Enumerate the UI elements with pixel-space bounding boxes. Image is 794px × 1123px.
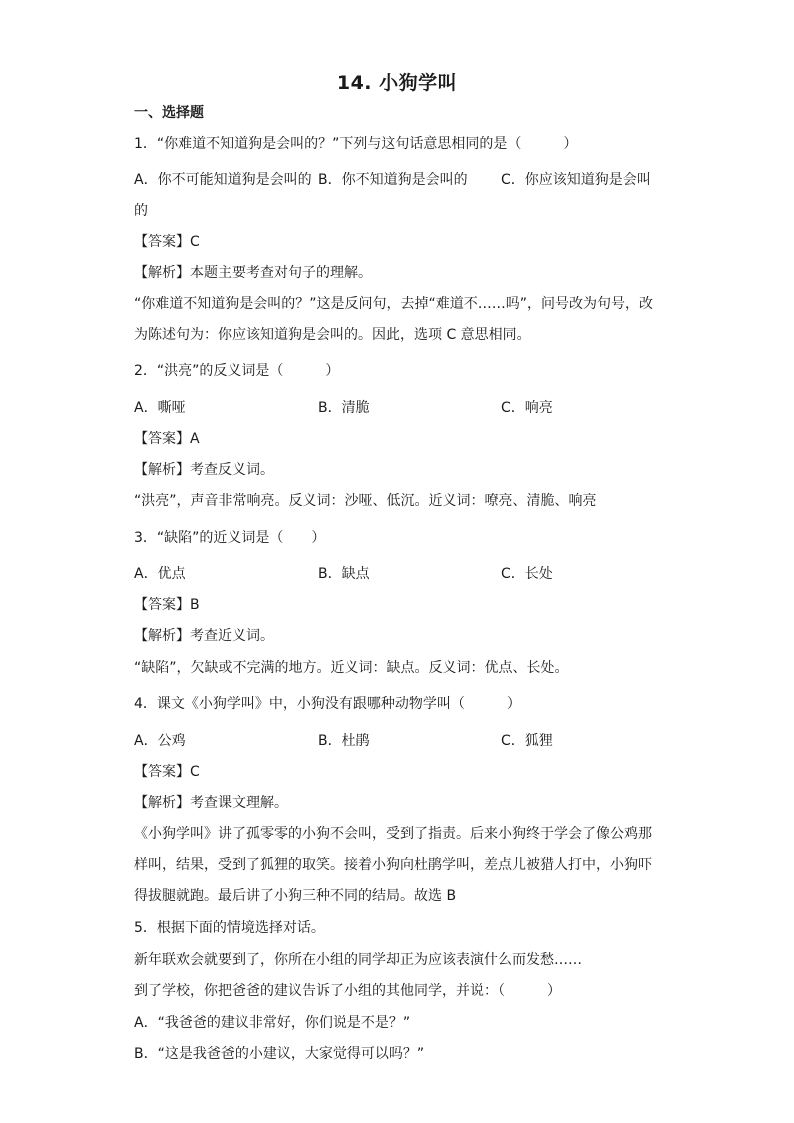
question-1-explanation-line-1: “你难道不知道狗是会叫的？”这是反问句，去掉“难道不……吗”，问号改为句号，改 bbox=[134, 296, 654, 312]
analysis-tag: 【解析】 bbox=[134, 265, 190, 281]
question-4-option-c: C．狐狸 bbox=[501, 733, 553, 749]
answer-value: B bbox=[190, 597, 200, 613]
question-3-option-a: A．优点 bbox=[134, 566, 186, 582]
question-4-analysis bbox=[134, 793, 288, 813]
question-1-stem: 1．“你难道不知道狗是会叫的？”下列与这句话意思相同的是（ ） bbox=[134, 136, 578, 152]
question-5-option-a: A．“我爸爸的建议非常好，你们说是不是？” bbox=[134, 1015, 411, 1031]
question-1-option-b: B．你不知道狗是会叫的 bbox=[318, 172, 468, 188]
question-3-option-b: B．缺点 bbox=[318, 566, 370, 582]
analysis-text: 本题主要考查对句子的理解。 bbox=[190, 265, 372, 281]
question-1-option-a: A．你不可能知道狗是会叫的 bbox=[134, 172, 312, 188]
question-4-answer bbox=[134, 762, 200, 782]
question-2-option-b: B．清脆 bbox=[318, 400, 370, 416]
question-1-option-wrap: 的 bbox=[134, 203, 148, 219]
answer-tag: 【答案】 bbox=[134, 764, 190, 780]
question-4-stem: 4．课文《小狗学叫》中，小狗没有跟哪种动物学叫（ ） bbox=[134, 696, 521, 712]
document-title: 14. 小狗学叫 bbox=[336, 72, 458, 94]
analysis-text: 考查课文理解。 bbox=[190, 795, 288, 811]
question-1-option-c: C．你应该知道狗是会叫 bbox=[501, 172, 651, 188]
question-4-explanation-line-2: 样叫，结果，受到了狐狸的取笑。接着小狗向杜鹃学叫，差点儿被猎人打中，小狗吓 bbox=[134, 857, 652, 873]
analysis-text: 考查反义词。 bbox=[190, 462, 274, 478]
analysis-tag: 【解析】 bbox=[134, 795, 190, 811]
answer-tag: 【答案】 bbox=[134, 597, 190, 613]
answer-value: A bbox=[190, 431, 200, 447]
question-2-answer bbox=[134, 429, 200, 449]
question-5-context-line-1: 新年联欢会就要到了，你所在小组的同学却正为应该表演什么而发愁…… bbox=[134, 952, 582, 968]
answer-value: C bbox=[190, 764, 200, 780]
question-2-stem: 2．“洪亮”的反义词是（ ） bbox=[134, 363, 340, 379]
question-2-option-c: C．响亮 bbox=[501, 400, 553, 416]
question-4-option-b: B．杜鹃 bbox=[318, 733, 370, 749]
question-3-explanation-line-1: “缺陷”，欠缺或不完满的地方。近义词：缺点。反义词：优点、长处。 bbox=[134, 660, 569, 676]
section-heading: 一、选择题 bbox=[134, 105, 204, 121]
question-3-analysis bbox=[134, 626, 274, 646]
question-4-option-a: A．公鸡 bbox=[134, 733, 186, 749]
question-4-explanation-line-3: 得拔腿就跑。最后讲了小狗三种不同的结局。故选 B bbox=[134, 888, 457, 904]
question-1-analysis bbox=[134, 263, 372, 283]
question-2-analysis bbox=[134, 460, 274, 480]
question-4-explanation-line-1: 《小狗学叫》讲了孤零零的小狗不会叫，受到了指责。后来小狗终于学会了像公鸡那 bbox=[134, 826, 652, 842]
question-3-answer bbox=[134, 595, 200, 615]
question-5-option-b: B．“这是我爸爸的小建议，大家觉得可以吗？” bbox=[134, 1046, 425, 1062]
answer-value: C bbox=[190, 234, 200, 250]
question-1-explanation-line-2: 为陈述句为：你应该知道狗是会叫的。因此，选项 C 意思相同。 bbox=[134, 327, 531, 343]
analysis-tag: 【解析】 bbox=[134, 628, 190, 644]
answer-tag: 【答案】 bbox=[134, 431, 190, 447]
question-2-option-a: A．嘶哑 bbox=[134, 400, 186, 416]
question-3-stem: 3．“缺陷”的近义词是（ ） bbox=[134, 530, 326, 546]
question-1-answer bbox=[134, 232, 200, 252]
question-5-stem: 5．根据下面的情境选择对话。 bbox=[134, 920, 325, 936]
answer-tag: 【答案】 bbox=[134, 234, 190, 250]
question-5-context-line-2: 到了学校，你把爸爸的建议告诉了小组的其他同学，并说：（ ） bbox=[134, 983, 561, 999]
analysis-text: 考查近义词。 bbox=[190, 628, 274, 644]
question-2-explanation-line-1: “洪亮”，声音非常响亮。反义词：沙哑、低沉。近义词：嘹亮、清脆、响亮 bbox=[134, 493, 597, 509]
question-3-option-c: C．长处 bbox=[501, 566, 553, 582]
analysis-tag: 【解析】 bbox=[134, 462, 190, 478]
